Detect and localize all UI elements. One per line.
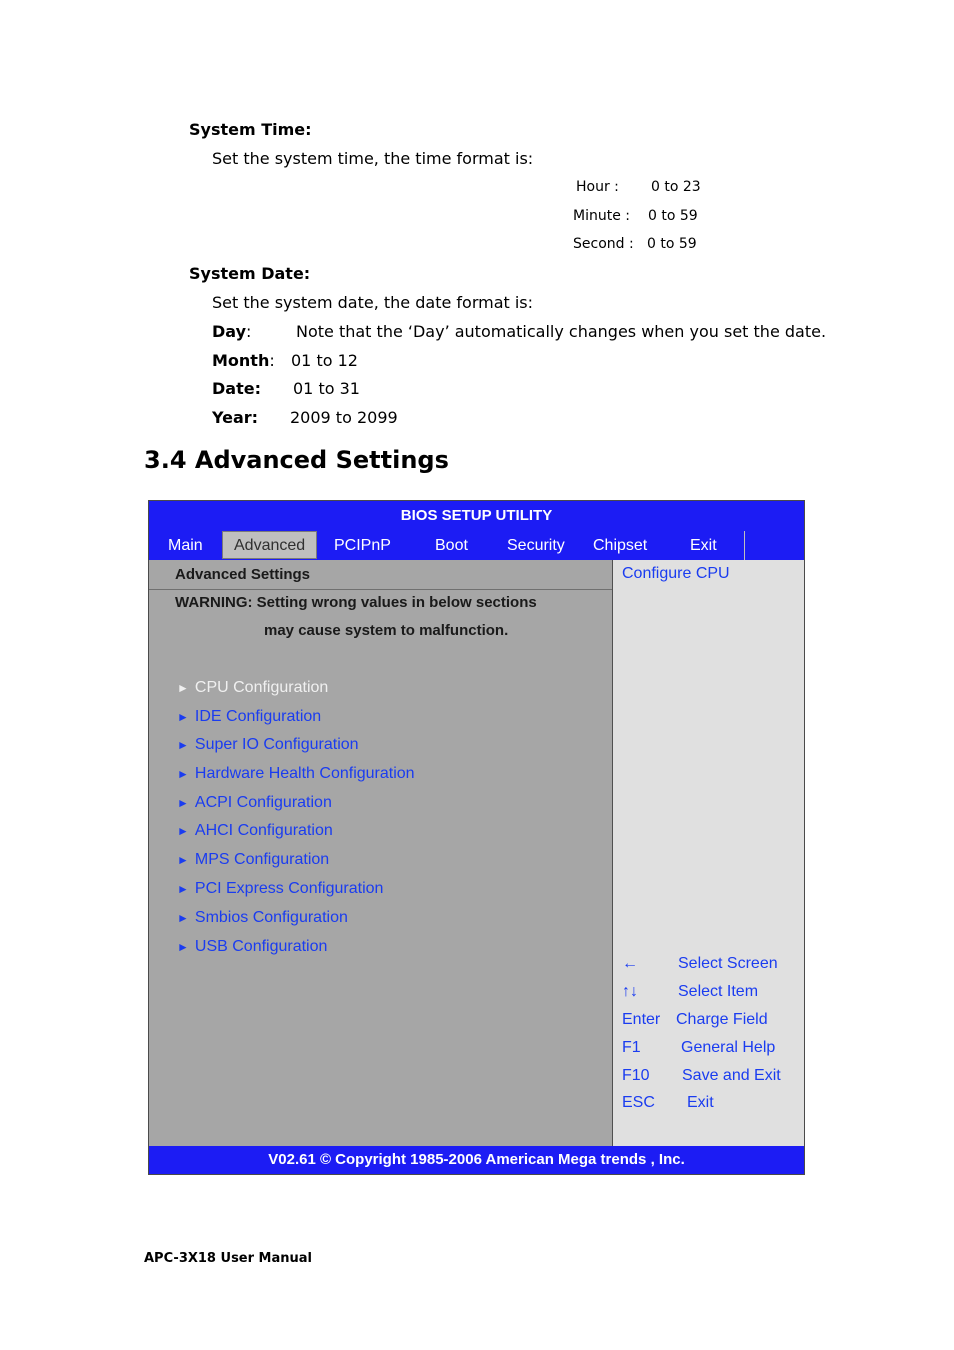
entry-label: IDE Configuration	[194, 708, 322, 725]
section-title: 3.4 Advanced Settings	[144, 446, 449, 474]
key-f1: F1	[622, 1039, 641, 1056]
key-left-arrow: ←	[622, 955, 638, 972]
entry-label: MPS Configuration	[194, 851, 330, 868]
bios-copyright: V02.61 © Copyright 1985-2006 American Mega trends , Inc.	[149, 1146, 804, 1174]
key-esc: ESC	[622, 1094, 655, 1111]
help-title: Configure CPU	[622, 565, 730, 582]
hour-range: 0 to 23	[651, 179, 701, 195]
system-date-heading: System Date:	[189, 264, 311, 283]
entry-label: ACPI Configuration	[194, 794, 332, 811]
menu-advanced[interactable]: Advanced	[222, 531, 317, 559]
system-date-description: Set the system date, the date format is:	[212, 293, 534, 312]
key-up-down-arrow: ↑↓	[622, 983, 638, 1000]
second-range: 0 to 59	[647, 236, 697, 252]
day-row	[212, 322, 251, 341]
key-f10: F10	[622, 1067, 650, 1084]
date-value: 01 to 31	[293, 379, 360, 398]
menu-pcipnp[interactable]: PCIPnP	[334, 537, 391, 554]
hour-label: Hour :	[576, 179, 619, 195]
key-exit: Exit	[687, 1094, 714, 1111]
day-value: Note that the ‘Day’ automatically changes when you set the date.	[296, 322, 827, 341]
menu-entry-smbios[interactable]	[177, 909, 348, 927]
manual-footer: APC-3X18 User Manual	[144, 1251, 313, 1266]
key-enter: Enter	[622, 1011, 661, 1028]
arrow-right-icon: ►	[177, 681, 189, 695]
arrow-right-icon: ►	[177, 882, 189, 896]
menu-chipset[interactable]: Chipset	[593, 537, 648, 554]
menu-entry-hardware-health[interactable]	[177, 765, 415, 783]
key-general-help: General Help	[681, 1039, 776, 1056]
minute-range: 0 to 59	[648, 208, 698, 224]
month-value: 01 to 12	[291, 351, 358, 370]
minute-label: Minute :	[573, 208, 630, 224]
menu-boot[interactable]: Boot	[435, 537, 468, 554]
panel-title: Advanced Settings	[175, 566, 311, 583]
warning-line-1: WARNING: Setting wrong values in below sections	[175, 594, 537, 611]
month-sep: :	[269, 351, 275, 370]
menu-entry-acpi[interactable]	[177, 794, 332, 812]
menu-exit[interactable]: Exit	[690, 537, 717, 554]
arrow-right-icon: ►	[177, 738, 189, 752]
menu-main[interactable]: Main	[168, 537, 203, 554]
warning-line-2: may cause system to malfunction.	[264, 622, 509, 639]
menu-entry-ahci[interactable]	[177, 822, 333, 840]
day-label: Day	[212, 322, 247, 341]
menu-entry-ide[interactable]	[177, 708, 321, 726]
panel-divider	[149, 589, 612, 590]
key-charge-field: Charge Field	[676, 1011, 768, 1028]
month-label: Month	[212, 351, 270, 370]
year-label: Year:	[212, 408, 259, 427]
system-time-heading: System Time:	[189, 120, 312, 139]
entry-label: Hardware Health Configuration	[194, 765, 415, 782]
arrow-right-icon: ►	[177, 824, 189, 838]
bios-menubar	[149, 531, 804, 560]
arrow-right-icon: ►	[177, 853, 189, 867]
entry-label: Smbios Configuration	[194, 909, 348, 926]
arrow-right-icon: ►	[177, 710, 189, 724]
menu-divider	[744, 531, 745, 560]
menu-entry-cpu[interactable]	[177, 679, 328, 697]
arrow-right-icon: ►	[177, 767, 189, 781]
bios-help-panel	[612, 560, 804, 1146]
entry-label: Super IO Configuration	[194, 736, 359, 753]
day-sep: :	[246, 322, 252, 341]
menu-entry-mps[interactable]	[177, 851, 329, 869]
entry-label: AHCI Configuration	[194, 822, 333, 839]
arrow-right-icon: ►	[177, 911, 189, 925]
key-save-and-exit: Save and Exit	[682, 1067, 781, 1084]
year-value: 2009 to 2099	[290, 408, 398, 427]
entry-label: PCI Express Configuration	[194, 880, 384, 897]
key-select-item: Select Item	[678, 983, 759, 1000]
system-time-description: Set the system time, the time format is:	[212, 149, 534, 168]
date-label: Date:	[212, 379, 261, 398]
month-row	[212, 351, 275, 370]
arrow-right-icon: ►	[177, 940, 189, 954]
menu-entry-usb[interactable]	[177, 938, 327, 956]
key-select-screen: Select Screen	[678, 955, 778, 972]
entry-label: USB Configuration	[194, 938, 328, 955]
bios-screenshot	[148, 500, 805, 1175]
menu-security[interactable]: Security	[507, 537, 565, 554]
entry-label: CPU Configuration	[194, 679, 329, 696]
arrow-right-icon: ►	[177, 796, 189, 810]
menu-entry-super-io[interactable]	[177, 736, 359, 754]
bios-title: BIOS SETUP UTILITY	[149, 501, 804, 531]
bios-main-panel	[149, 560, 612, 1146]
menu-entry-pci-express[interactable]	[177, 880, 383, 898]
second-label: Second :	[573, 236, 634, 252]
